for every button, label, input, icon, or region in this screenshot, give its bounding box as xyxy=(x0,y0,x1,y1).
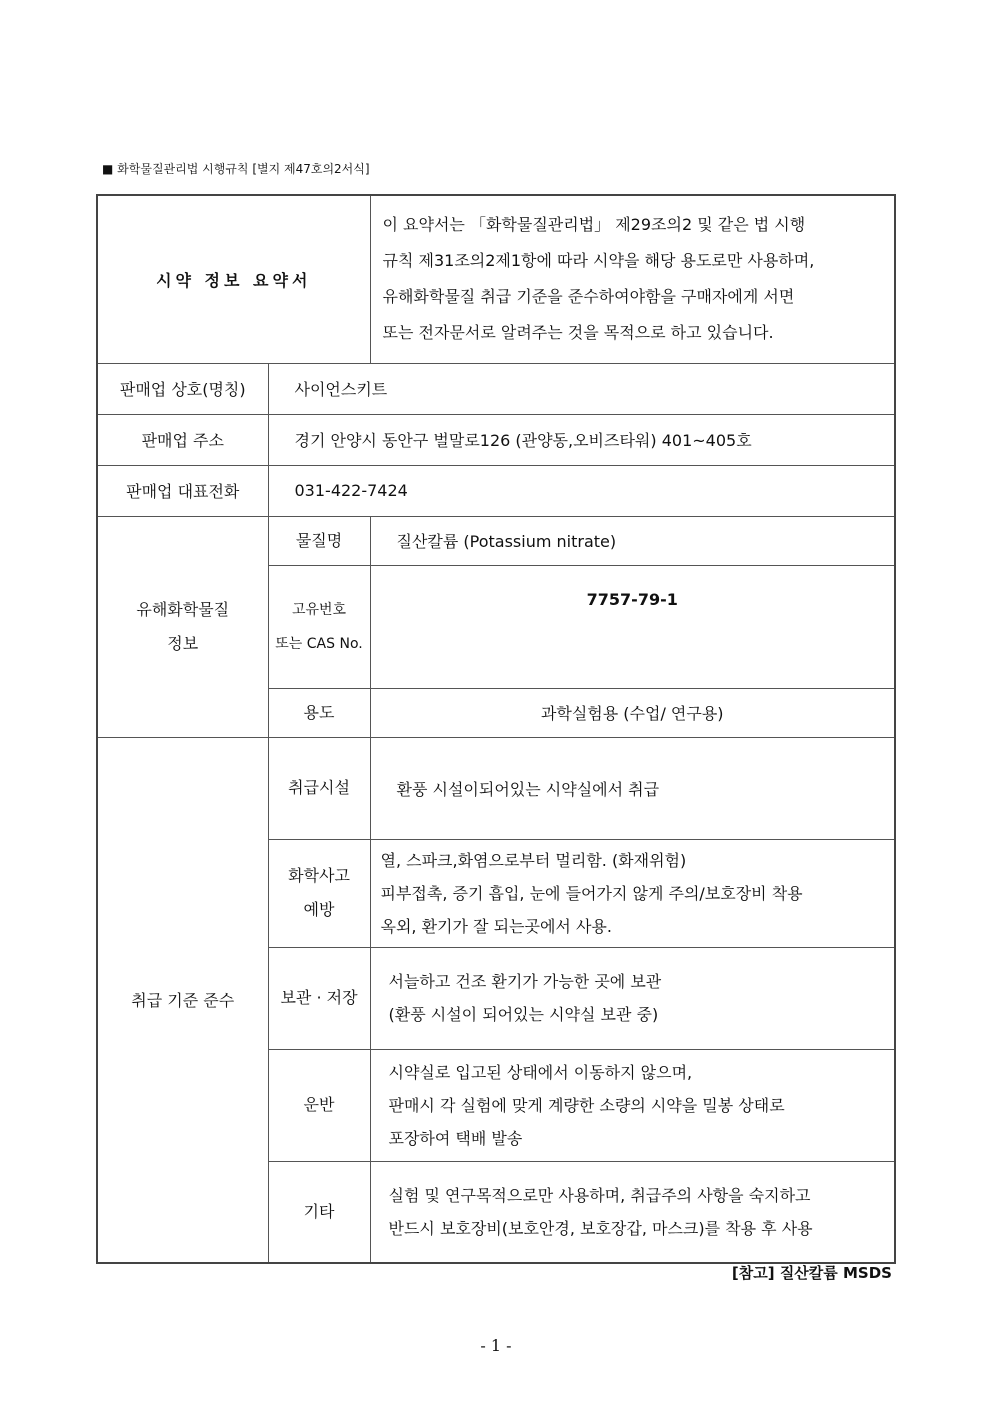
storage-label: 보관 · 저장 xyxy=(268,947,370,1049)
document-title: 시약 정보 요약서 xyxy=(97,195,370,363)
handling-label: 취급 기준 준수 xyxy=(97,737,268,1263)
seller-address-row xyxy=(97,414,895,465)
hazard-info-label xyxy=(97,516,268,737)
transport-text xyxy=(370,1049,895,1161)
prevention-line: 피부접촉, 증기 흡입, 눈에 들어가지 않게 주의/보호장비 착용 xyxy=(380,883,803,903)
facility-row xyxy=(97,737,895,839)
reference-note: [참고] 질산칼륨 MSDS xyxy=(731,1264,892,1282)
substance-value: 질산칼륨 (Potassium nitrate) xyxy=(370,516,895,565)
substance-label: 물질명 xyxy=(268,516,370,565)
etc-text xyxy=(370,1161,895,1263)
seller-name-row xyxy=(97,363,895,414)
use-value: 과학실험용 (수업/ 연구용) xyxy=(370,688,895,737)
seller-address-value: 경기 안양시 동안구 벌말로126 (관양동,오비즈타워) 401~405호 xyxy=(268,414,895,465)
transport-label: 운반 xyxy=(268,1049,370,1161)
etc-line: 실험 및 연구목적으로만 사용하며, 취급주의 사항을 숙지하고 xyxy=(388,1185,811,1205)
substance-row xyxy=(97,516,895,565)
cas-label xyxy=(268,565,370,688)
intro-line: 유해화학물질 취급 기준을 준수하여야함을 구매자에게 서면 xyxy=(382,287,795,307)
form-header xyxy=(102,160,370,177)
prevention-line: 옥외, 환기가 잘 되는곳에서 사용. xyxy=(380,916,612,936)
summary-table xyxy=(96,194,896,1264)
prevention-label-line: 화학사고 xyxy=(288,866,350,885)
facility-value: 환풍 시설이되어있는 시약실에서 취급 xyxy=(370,737,895,839)
seller-name-label: 판매업 상호(명칭) xyxy=(97,363,268,414)
seller-phone-value: 031-422-7424 xyxy=(268,465,895,516)
hazard-label-line: 정보 xyxy=(167,633,199,653)
storage-text xyxy=(370,947,895,1049)
seller-phone-label: 판매업 대표전화 xyxy=(97,465,268,516)
form-header-text: 화학물질관리법 시행규칙 [별지 제47호의2서식] xyxy=(117,162,370,176)
page-number: - 1 - xyxy=(480,1336,512,1355)
etc-line: 반드시 보호장비(보호안경, 보호장갑, 마스크)를 착용 후 사용 xyxy=(388,1218,813,1238)
cas-label-line: 고유번호 xyxy=(291,601,347,618)
prevention-label xyxy=(268,839,370,947)
transport-line: 판매시 각 실험에 맞게 계량한 소량의 시약을 밀봉 상태로 xyxy=(388,1095,785,1115)
facility-label: 취급시설 xyxy=(268,737,370,839)
prevention-label-line: 예방 xyxy=(303,900,335,919)
seller-address-label: 판매업 주소 xyxy=(97,414,268,465)
seller-name-value: 사이언스키트 xyxy=(268,363,895,414)
prevention-line: 열, 스파크,화염으로부터 멀리함. (화재위험) xyxy=(380,850,687,870)
etc-label: 기타 xyxy=(268,1161,370,1263)
cas-label-line: 또는 CAS No. xyxy=(275,635,363,652)
title-row xyxy=(97,195,895,363)
use-label: 용도 xyxy=(268,688,370,737)
transport-line: 포장하여 택배 발송 xyxy=(388,1128,523,1148)
seller-phone-row xyxy=(97,465,895,516)
cas-value: 7757-79-1 xyxy=(370,565,895,688)
prevention-text xyxy=(370,839,895,947)
hazard-label-line: 유해화학물질 xyxy=(136,599,230,619)
intro-line: 또는 전자문서로 알려주는 것을 목적으로 하고 있습니다. xyxy=(382,323,774,343)
square-bullet-icon: ■ xyxy=(102,162,114,176)
transport-line: 시약실로 입고된 상태에서 이동하지 않으며, xyxy=(388,1062,693,1082)
intro-line: 이 요약서는 「화학물질관리법」 제29조의2 및 같은 법 시행 xyxy=(382,215,806,235)
intro-line: 규칙 제31조의2제1항에 따라 시약을 해당 용도로만 사용하며, xyxy=(382,251,815,271)
storage-line: (환풍 시설이 되어있는 시약실 보관 중) xyxy=(388,1005,659,1024)
storage-line: 서늘하고 건조 환기가 가능한 곳에 보관 xyxy=(388,972,662,991)
intro-text xyxy=(370,195,895,363)
